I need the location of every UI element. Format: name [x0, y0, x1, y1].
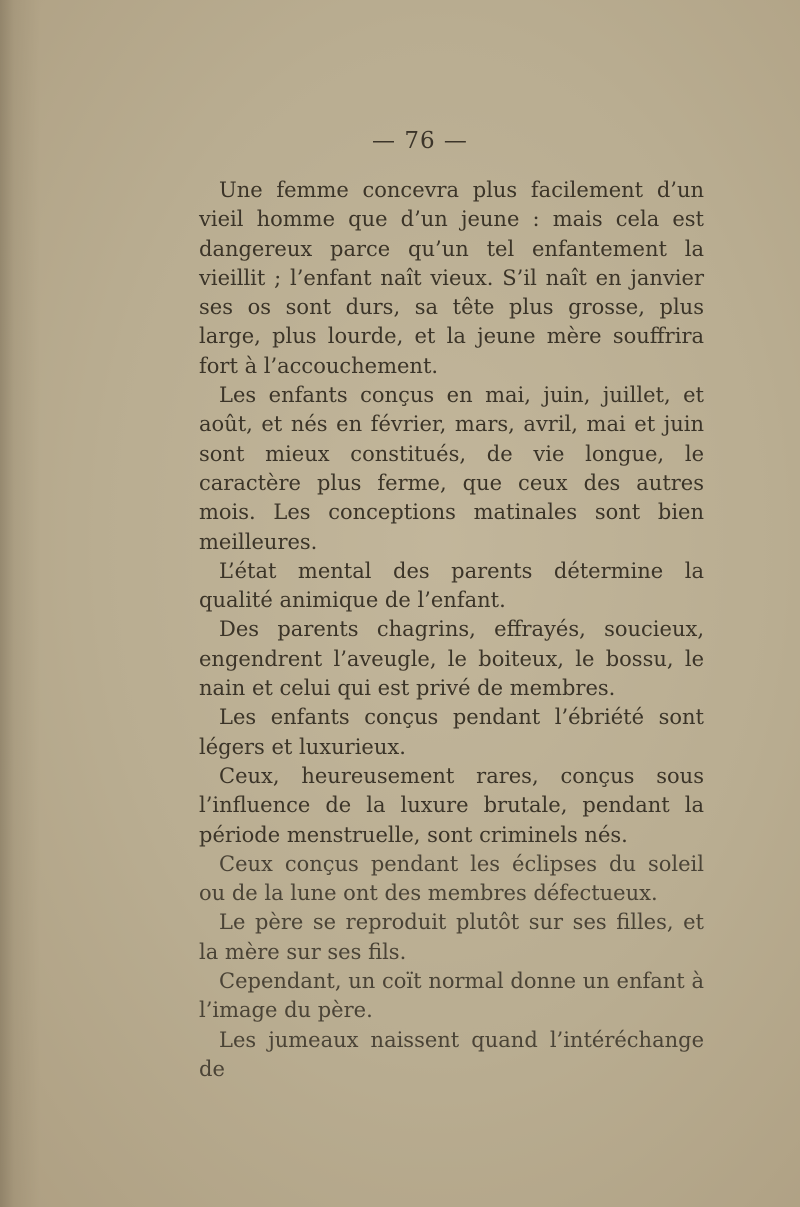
page-number: — 76 — — [372, 128, 468, 154]
body-text — [199, 176, 704, 1084]
paragraph-8: Le père se reproduit plutôt sur ses filles, et la mère sur ses fils. — [199, 910, 704, 964]
paragraph-6: Ceux, heureusement rares, conçus sous l’influence de la luxure brutale, pendant la période menstruelle, sont criminels nés. — [199, 763, 704, 847]
paragraph-1: Une femme concevra plus facilement d’un vieil homme que d’un jeune : mais cela est dangereux parce qu’un tel enfantement la vieillit ; l’enfant naît vieux. S’il naît en janvier ses os sont durs, sa tête plus grosse, plus large, plus lourde, et la jeune mère souffrira fort à l’accouchement. — [199, 178, 704, 378]
paragraph-7: Ceux conçus pendant les éclipses du soleil ou de la lune ont des membres défectueux. — [199, 851, 704, 906]
paragraph-3: L’état mental des parents détermine la qualité animique de l’enfant. — [199, 558, 704, 613]
paragraph-2: Les enfants conçus en mai, juin, juillet, et août, et nés en février, mars, avril, mai et juin sont mieux constitués, de vie longue, le caractère plus ferme, que ceux des autres mois. Les conceptions matinales sont bien meilleures. — [199, 383, 704, 554]
paragraph-9: Cependant, un coït normal donne un enfant à l’image du père. — [199, 969, 704, 1023]
paragraph-10: Les jumeaux naissent quand l’intéréchange de — [199, 1027, 704, 1081]
paragraph-4: Des parents chagrins, effrayés, soucieux, engendrent l’aveugle, le boiteux, le bossu, le nain et celui qui est privé de membres. — [199, 617, 704, 701]
paragraph-5: Les enfants conçus pendant l’ébriété sont légers et luxurieux. — [199, 705, 704, 759]
